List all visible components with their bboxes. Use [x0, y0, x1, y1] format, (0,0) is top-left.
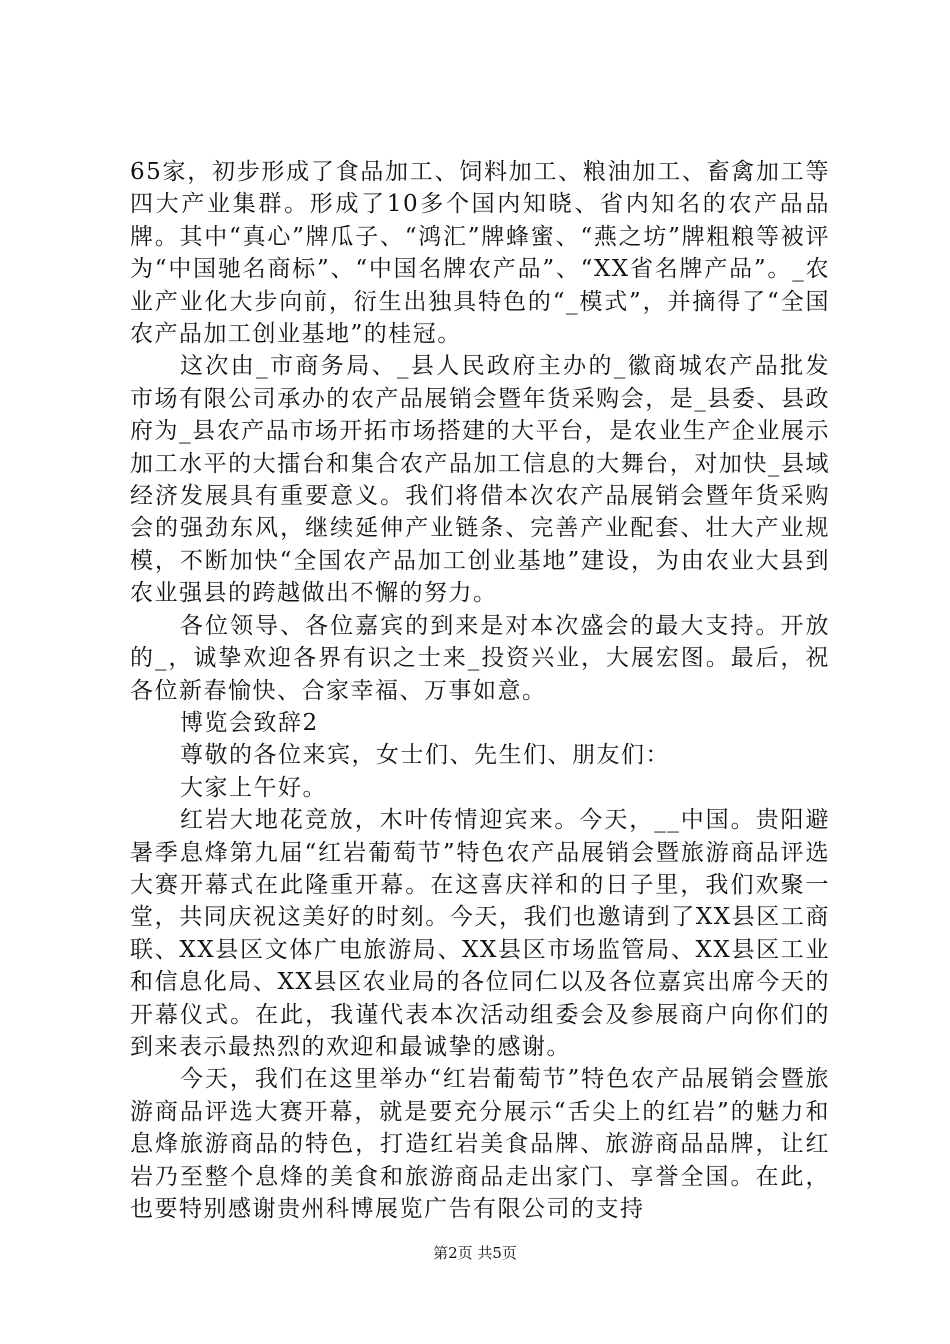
greeting: 大家上午好。 — [180, 774, 327, 801]
section-heading: 博览会致辞2 — [180, 709, 319, 736]
paragraph-3: 各位领导、各位嘉宾的到来是对本次盛会的最大支持。开放的_，诚挚欢迎各界有识之士来_投资兴业，大展宏图。最后，祝各位新春愉快、合家幸福、万事如意。 — [130, 612, 830, 704]
salutation: 尊敬的各位来宾，女士们、先生们、朋友们： — [180, 742, 670, 769]
paragraph-2: 这次由_市商务局、_县人民政府主办的_徽商城农产品批发市场有限公司承办的农产品展销会暨年货采购会，是_县委、县政府为_县农产品市场开拓市场搭建的大平台，是农业生产企业展示加工水平的大擂台和集合农产品加工信息的大舞台，对加快_县域经济发展具有重要意义。我们将借本次农产品展销会暨年货采购会的强劲东风，继续延伸产业链条、完善产业配套、壮大产业规模，不断加快“全国农产品加工创业基地”建设，为由农业大县到农业强县的跨越做出不懈的努力。 — [130, 353, 830, 607]
paragraph-7: 红岩大地花竞放，木叶传情迎宾来。今天，__中国。贵阳避暑季息烽第九届“红岩葡萄节”特色农产品展销会暨旅游商品评选大赛开幕式在此隆重开幕。在这喜庆祥和的日子里，我们欢聚一堂，共同庆祝这美好的时刻。今天，我们也邀请到了XX县区工商联、XX县区文体广电旅游局、XX县区市场监管局、XX县区工业和信息化局、XX县区农业局的各位同仁以及各位嘉宾出席今天的开幕仪式。在此，我谨代表本次活动组委会及参展商户向你们的到来表示最热烈的欢迎和最诚挚的感谢。 — [130, 807, 830, 1060]
paragraph-1: 65家，初步形成了食品加工、饲料加工、粮油加工、畜禽加工等四大产业集群。形成了10多个国内知晓、省内知名的农产品品牌。其中“真心”牌瓜子、“鸿汇”牌蜂蜜、“燕之坊”牌粗粮等被评为“中国驰名商标”、“中国名牌农产品”、“XX省名牌产品”。_农业产业化大步向前，衍生出独具特色的“_模式”，并摘得了“全国农产品加工创业基地”的桂冠。 — [130, 159, 830, 348]
document-body — [130, 156, 830, 1225]
page-number-footer: 第2页 共5页 — [433, 1244, 517, 1262]
paragraph-8: 今天，我们在这里举办“红岩葡萄节”特色农产品展销会暨旅游商品评选大赛开幕，就是要充分展示“舌尖上的红岩”的魅力和息烽旅游商品的特色，打造红岩美食品牌、旅游商品品牌，让红岩乃至整个息烽的美食和旅游商品走出家门、享誉全国。在此，也要特别感谢贵州科博展览广告有限公司的支持 — [130, 1066, 830, 1222]
